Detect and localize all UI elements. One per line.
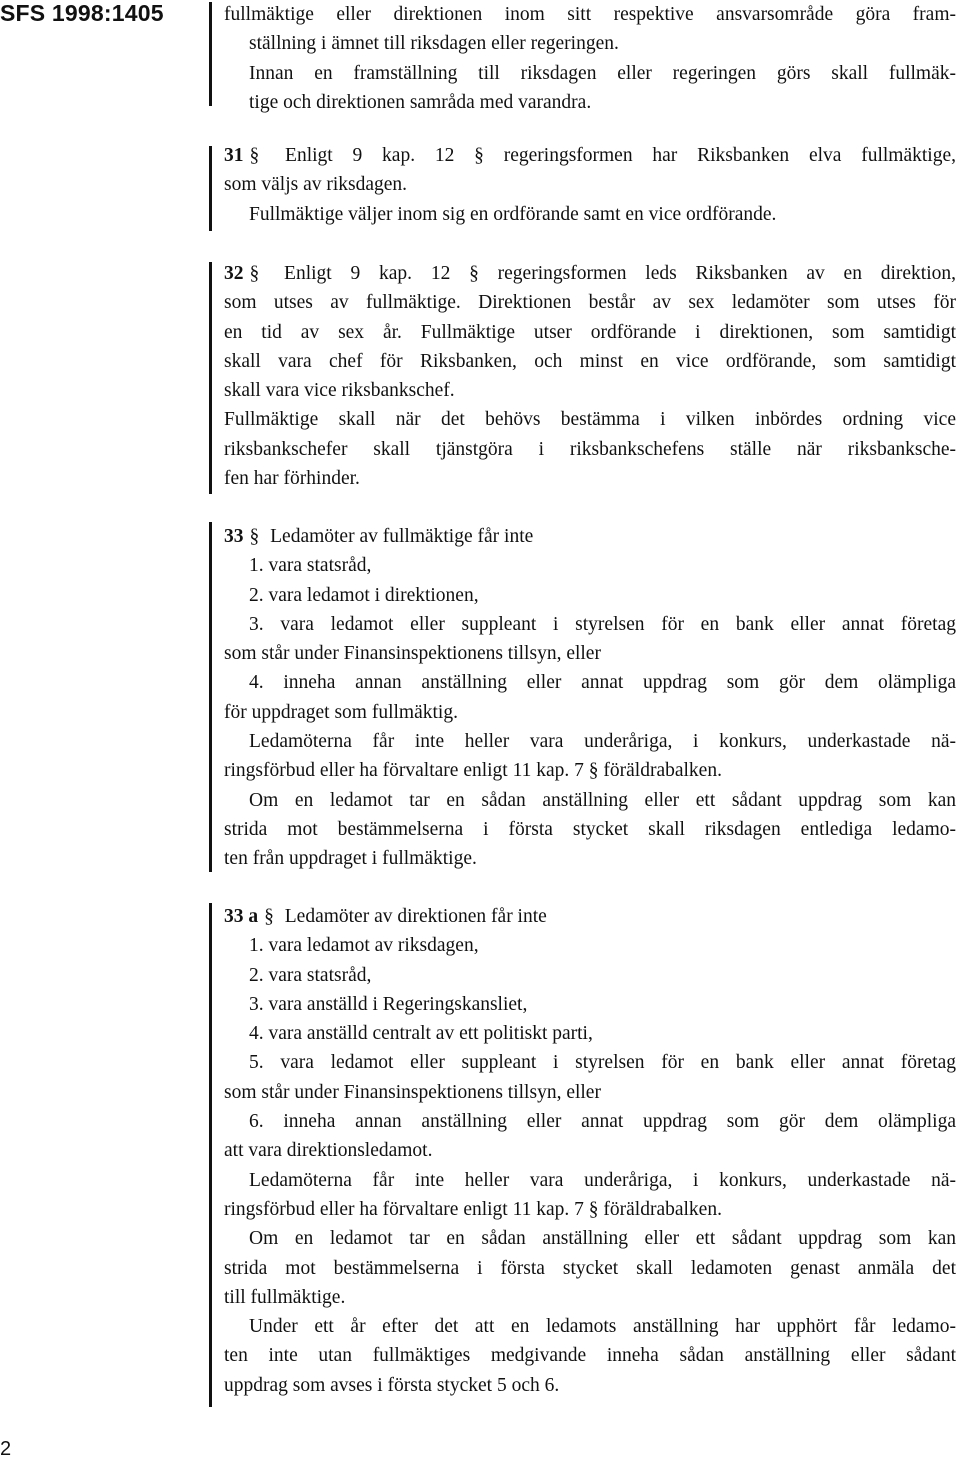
- text-line: Ledamöterna får inte heller vara underåriga, i konkurs, underkastade nä-: [249, 731, 956, 753]
- list-item: 4. vara anställd centralt av ett politiskt parti,: [249, 1023, 593, 1045]
- text-span: Ledamöter av direktionen får inte: [284, 906, 547, 927]
- list-item: 4. inneha annan anställning eller annat uppdrag som gör dem olämpliga: [249, 672, 956, 694]
- text-line: tige och direktionen samråda med varandra.: [249, 91, 592, 113]
- page-number: 2: [0, 1438, 12, 1460]
- text-line: [224, 141, 956, 170]
- text-line: som står under Finansinspektionens tillsyn, eller: [224, 1081, 601, 1103]
- text-line: Om en ledamot tar en sådan anställning eller ett sådant uppdrag som kan: [249, 1228, 956, 1250]
- text-line: [224, 522, 956, 551]
- text-line: Om en ledamot tar en sådan anställning eller ett sådant uppdrag som kan: [249, 789, 956, 811]
- change-bar: [209, 522, 212, 872]
- section-33: [224, 522, 956, 874]
- text-line: [224, 902, 956, 931]
- list-item: 3. vara anställd i Regeringskansliet,: [249, 993, 528, 1015]
- text-line: strida mot bestämmelserna i första stycket skall riksdagen entlediga ledamo-: [224, 818, 956, 840]
- text-line: ringsförbud eller ha förvaltare enligt 11 kap. 7 § föräldrabalken.: [224, 1198, 722, 1220]
- section-number: 33: [224, 526, 244, 547]
- text-line: fen har förhinder.: [224, 468, 360, 490]
- change-bar: [209, 2, 212, 106]
- section-32: [224, 259, 956, 493]
- section-number: 32: [224, 263, 244, 284]
- text-line: skall vara chef för Riksbanken, och minst en vice ordförande, som samtidigt: [224, 350, 956, 372]
- text-line: fullmäktige eller direktionen inom sitt respektive ansvarsområde göra fram-: [224, 4, 956, 25]
- section-sign-icon: §: [249, 526, 260, 547]
- section-sign-icon: §: [264, 906, 274, 927]
- text-line: skall vara vice riksbankschef.: [224, 380, 455, 402]
- text-line: Innan en framställning till riksdagen eller regeringen görs skall fullmäk-: [249, 62, 956, 84]
- text-line: Under ett år efter det att en ledamots anställning har upphört får ledamo-: [249, 1316, 956, 1338]
- text-line: ringsförbud eller ha förvaltare enligt 11 kap. 7 § föräldrabalken.: [224, 760, 722, 782]
- text-line: ten inte utan fullmäktiges medgivande inneha sådan anställning eller sådant: [224, 1345, 956, 1367]
- text-span: Ledamöter av fullmäktige får inte: [270, 526, 534, 547]
- list-item: 3. vara ledamot eller suppleant i styrelsen för en bank eller annat företag: [249, 613, 956, 635]
- text-span: Enligt 9 kap. 12 § regeringsformen leds Riksbanken av en direktion,: [284, 263, 957, 284]
- change-bar: [209, 146, 212, 231]
- section-30-tail: [224, 0, 956, 117]
- text-line: som står under Finansinspektionens tillsyn, eller: [224, 643, 601, 665]
- text-line: uppdrag som avses i första stycket 5 och 6.: [224, 1374, 560, 1396]
- section-number: 33 a: [224, 906, 259, 927]
- text-line: för uppdraget som fullmäktig.: [224, 701, 458, 723]
- text-line: Ledamöterna får inte heller vara underåriga, i konkurs, underkastade nä-: [249, 1169, 956, 1191]
- text-line: att vara direktionsledamot.: [224, 1140, 433, 1162]
- sfs-number: SFS 1998:1405: [0, 0, 164, 26]
- text-line: ställning i ämnet till riksdagen eller regeringen.: [249, 33, 619, 55]
- text-line: som väljs av riksdagen.: [224, 174, 408, 196]
- text-line: [224, 259, 956, 288]
- text-line: Fullmäktige skall när det behövs bestämma i vilken inbördes ordning vice: [224, 409, 956, 431]
- text-line: riksbankschefer skall tjänstgöra i riksbankschefens ställe när riksbanksche-: [224, 438, 956, 460]
- list-item: 2. vara ledamot i direktionen,: [249, 584, 479, 606]
- text-line: till fullmäktige.: [224, 1286, 346, 1308]
- list-item: 5. vara ledamot eller suppleant i styrelsen för en bank eller annat företag: [249, 1052, 956, 1074]
- list-item: 1. vara ledamot av riksdagen,: [249, 935, 479, 957]
- section-sign-icon: §: [249, 263, 260, 284]
- list-item: 6. inneha annan anställning eller annat uppdrag som gör dem olämpliga: [249, 1111, 956, 1133]
- text-span: Enligt 9 kap. 12 § regeringsformen har Riksbanken elva fullmäktige,: [285, 145, 956, 166]
- section-33a: [224, 902, 956, 1400]
- text-line: Fullmäktige väljer inom sig en ordförande samt en vice ordförande.: [249, 203, 777, 225]
- list-item: 1. vara statsråd,: [249, 555, 372, 577]
- text-line: som utses av fullmäktige. Direktionen består av sex ledamöter som utses för: [224, 292, 956, 314]
- text-line: ten från uppdraget i fullmäktige.: [224, 848, 477, 870]
- section-number: 31: [224, 145, 244, 166]
- change-bar: [209, 262, 212, 494]
- change-bar: [209, 903, 212, 1407]
- list-item: 2. vara statsråd,: [249, 964, 372, 986]
- section-31: [224, 141, 956, 229]
- text-line: en tid av sex år. Fullmäktige utser ordförande i direktionen, som samtidigt: [224, 321, 956, 343]
- text-line: strida mot bestämmelserna i första stycket skall ledamoten genast anmäla det: [224, 1257, 956, 1279]
- section-sign-icon: §: [249, 145, 260, 166]
